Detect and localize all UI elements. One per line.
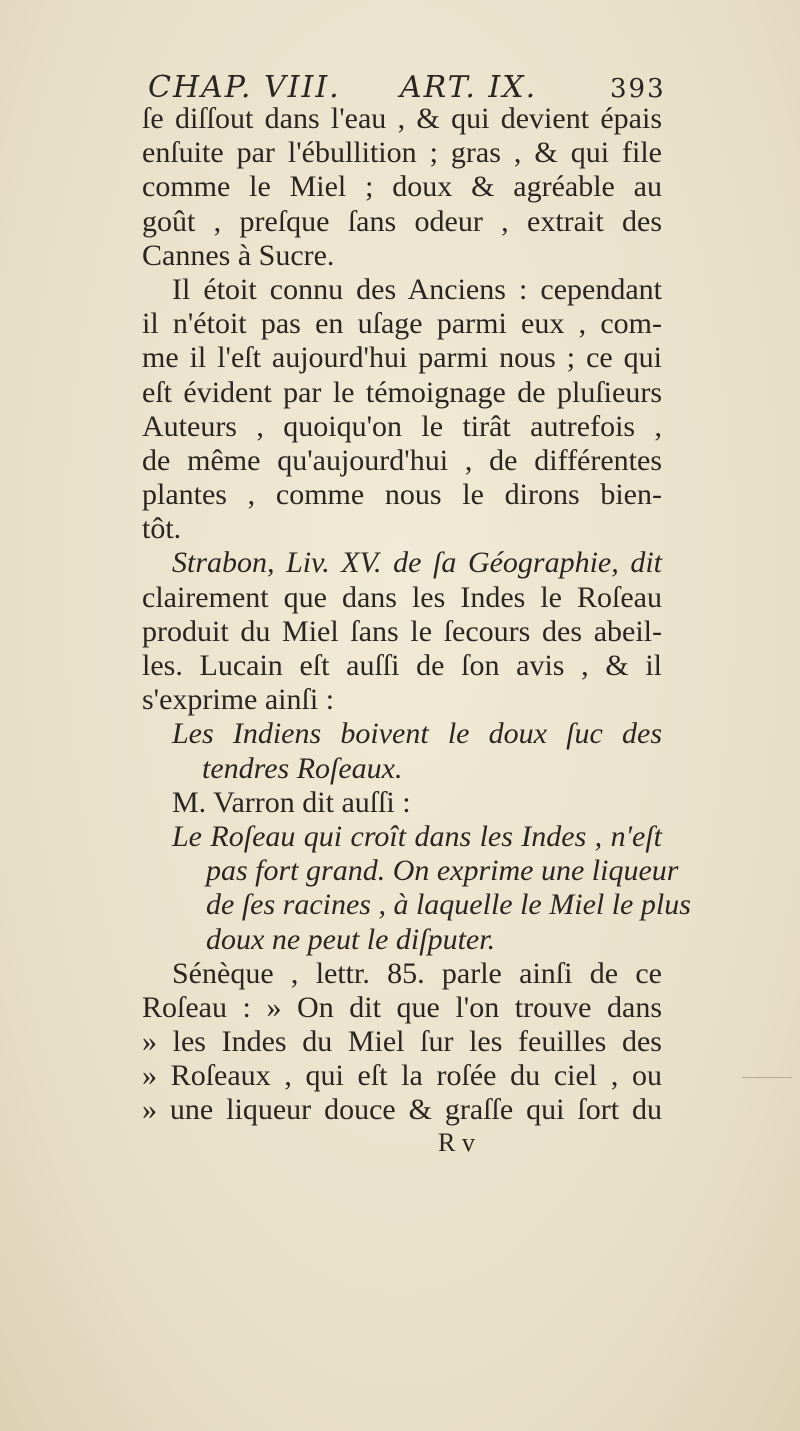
text-line: produit du Miel ſans le ſecours des abeil- — [142, 614, 662, 648]
text-line: Il étoit connu des Anciens : cependant — [172, 272, 662, 306]
text-line: Strabon, Liv. XV. de ſa Géographie, dit — [172, 546, 662, 580]
text-line: Cannes à Sucre. — [142, 238, 335, 272]
page-number: 393 — [610, 74, 666, 104]
signature-mark: R v — [438, 1128, 475, 1157]
text-line: me il l'eſt aujourd'hui parmi nous ; ce qui — [142, 341, 662, 375]
body-text — [142, 102, 691, 1128]
text-line: s'exprime ainſi : — [142, 683, 335, 717]
quote-line: Les Indiens boivent le doux ſuc des — [172, 717, 662, 751]
quote-line: de ſes racines , à laquelle le Miel le plus — [206, 888, 691, 922]
header-article: ART. IX. — [400, 70, 538, 105]
text-line: Auteurs , quoiqu'on le tirât autrefois , — [142, 409, 662, 443]
quote-line: pas fort grand. On exprime une liqueur — [206, 854, 679, 888]
text-line: de même qu'aujourd'hui , de différentes — [142, 443, 662, 477]
quote-line: doux ne peut le diſputer. — [206, 922, 496, 956]
text-line: goût , preſque ſans odeur , extrait des — [142, 204, 662, 238]
text-line: comme le Miel ; doux & agréable au — [142, 170, 662, 204]
margin-mark — [742, 1077, 792, 1078]
header-chapter: CHAP. VIII. — [148, 70, 341, 105]
text-line: eſt évident par le témoignage de pluſieurs — [142, 375, 662, 409]
text-line: » Roſeaux , qui eſt la roſée du ciel , ou — [142, 1059, 662, 1093]
quote-line: Le Roſeau qui croît dans les Indes , n'eſt — [172, 819, 662, 853]
text-line: Sénèque , lettr. 85. parle ainſi de ce — [172, 956, 662, 990]
text-line: clairement que dans les Indes le Roſeau — [142, 580, 662, 614]
text-line: ſe diſſout dans l'eau , & qui devient épais — [142, 102, 662, 135]
text-line: plantes , comme nous le dirons bien- — [142, 478, 662, 512]
text-line: enſuite par l'ébullition ; gras , & qui file — [142, 136, 662, 170]
text-line: » une liqueur douce & graſſe qui ſort du — [142, 1093, 662, 1127]
text-line: Roſeau : » On dit que l'on trouve dans — [142, 990, 662, 1024]
text-line: tôt. — [142, 512, 182, 546]
text-line: les. Lucain eſt auſſi de ſon avis , & il — [142, 649, 662, 682]
text-line: » les Indes du Miel ſur les feuilles des — [142, 1025, 662, 1059]
quote-line: tendres Roſeaux. — [202, 751, 403, 785]
text-line: il n'étoit pas en uſage parmi eux , com- — [142, 307, 662, 341]
text-line: M. Varron dit auſſi : — [172, 785, 411, 819]
